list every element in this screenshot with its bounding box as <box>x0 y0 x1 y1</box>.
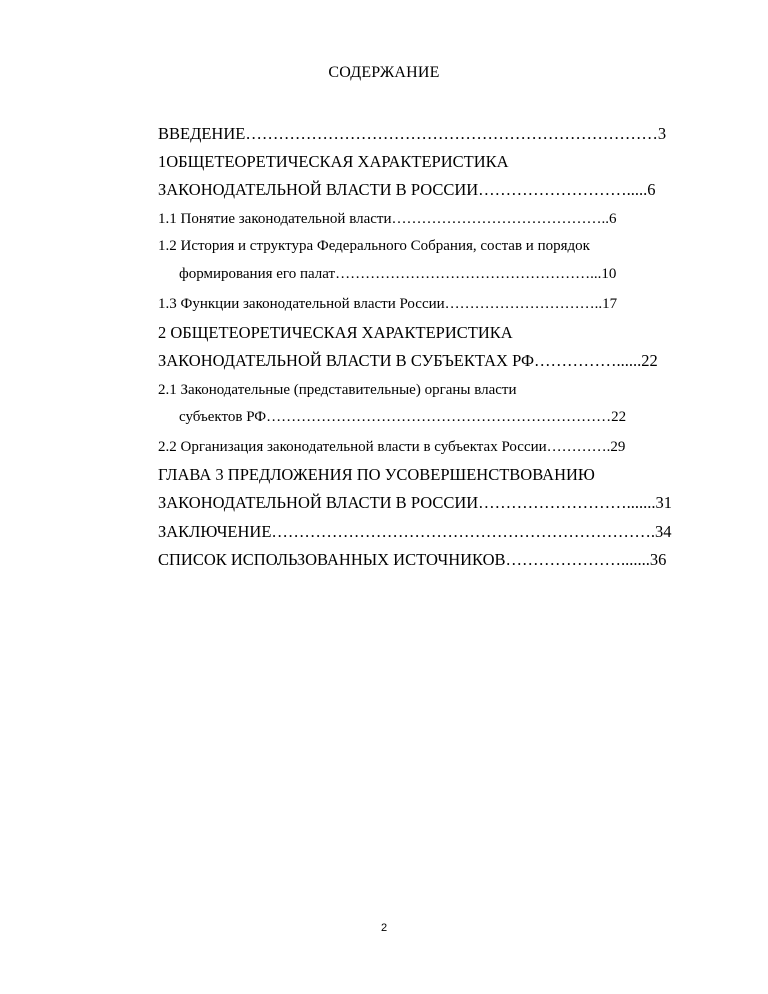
page-number: 2 <box>380 922 388 934</box>
toc-entry-chapter-1-title-cont: ЗАКОНОДАТЕЛЬНОЙ ВЛАСТИ В РОССИИ……………………….....6 <box>158 180 656 199</box>
toc-entry-conclusion: ЗАКЛЮЧЕНИЕ…………………………………………………………….34 <box>158 522 672 541</box>
toc-entry-section-2-1-cont: субъектов РФ……………………………………………………………22 <box>179 409 627 425</box>
page-title: СОДЕРЖАНИЕ <box>328 64 440 81</box>
toc-entry-section-1-2-cont: формирования его палат……………………………………………...10 <box>179 266 617 282</box>
toc-entry-introduction: ВВЕДЕНИЕ…………………………………………………………………3 <box>158 124 667 143</box>
toc-entry-chapter-3-title-cont: ЗАКОНОДАТЕЛЬНОЙ ВЛАСТИ В РОССИИ……………………….......31 <box>158 493 673 512</box>
toc-entry-chapter-2-title: 2 ОБЩЕТЕОРЕТИЧЕСКАЯ ХАРАКТЕРИСТИКА <box>158 323 513 342</box>
toc-entry-section-2-1: 2.1 Законодательные (представительные) органы власти <box>158 382 517 398</box>
toc-entry-section-1-2: 1.2 История и структура Федерального Собрания, состав и порядок <box>158 238 590 254</box>
toc-entry-chapter-2-title-cont: ЗАКОНОДАТЕЛЬНОЙ ВЛАСТИ В СУБЪЕКТАХ РФ……………......22 <box>158 351 658 370</box>
toc-entry-chapter-3-title: ГЛАВА 3 ПРЕДЛОЖЕНИЯ ПО УСОВЕРШЕНСТВОВАНИЮ <box>158 465 595 484</box>
toc-entry-section-1-1: 1.1 Понятие законодательной власти……………………………………..6 <box>158 211 617 227</box>
toc-entry-chapter-1-title: 1ОБЩЕТЕОРЕТИЧЕСКАЯ ХАРАКТЕРИСТИКА <box>158 152 509 171</box>
toc-entry-section-2-2: 2.2 Организация законодательной власти в субъектах России………….29 <box>158 439 626 455</box>
toc-entry-section-1-3: 1.3 Функции законодательной власти России…………………………..17 <box>158 296 618 312</box>
toc-entry-references: СПИСОК ИСПОЛЬЗОВАННЫХ ИСТОЧНИКОВ………………….......36 <box>158 550 667 569</box>
